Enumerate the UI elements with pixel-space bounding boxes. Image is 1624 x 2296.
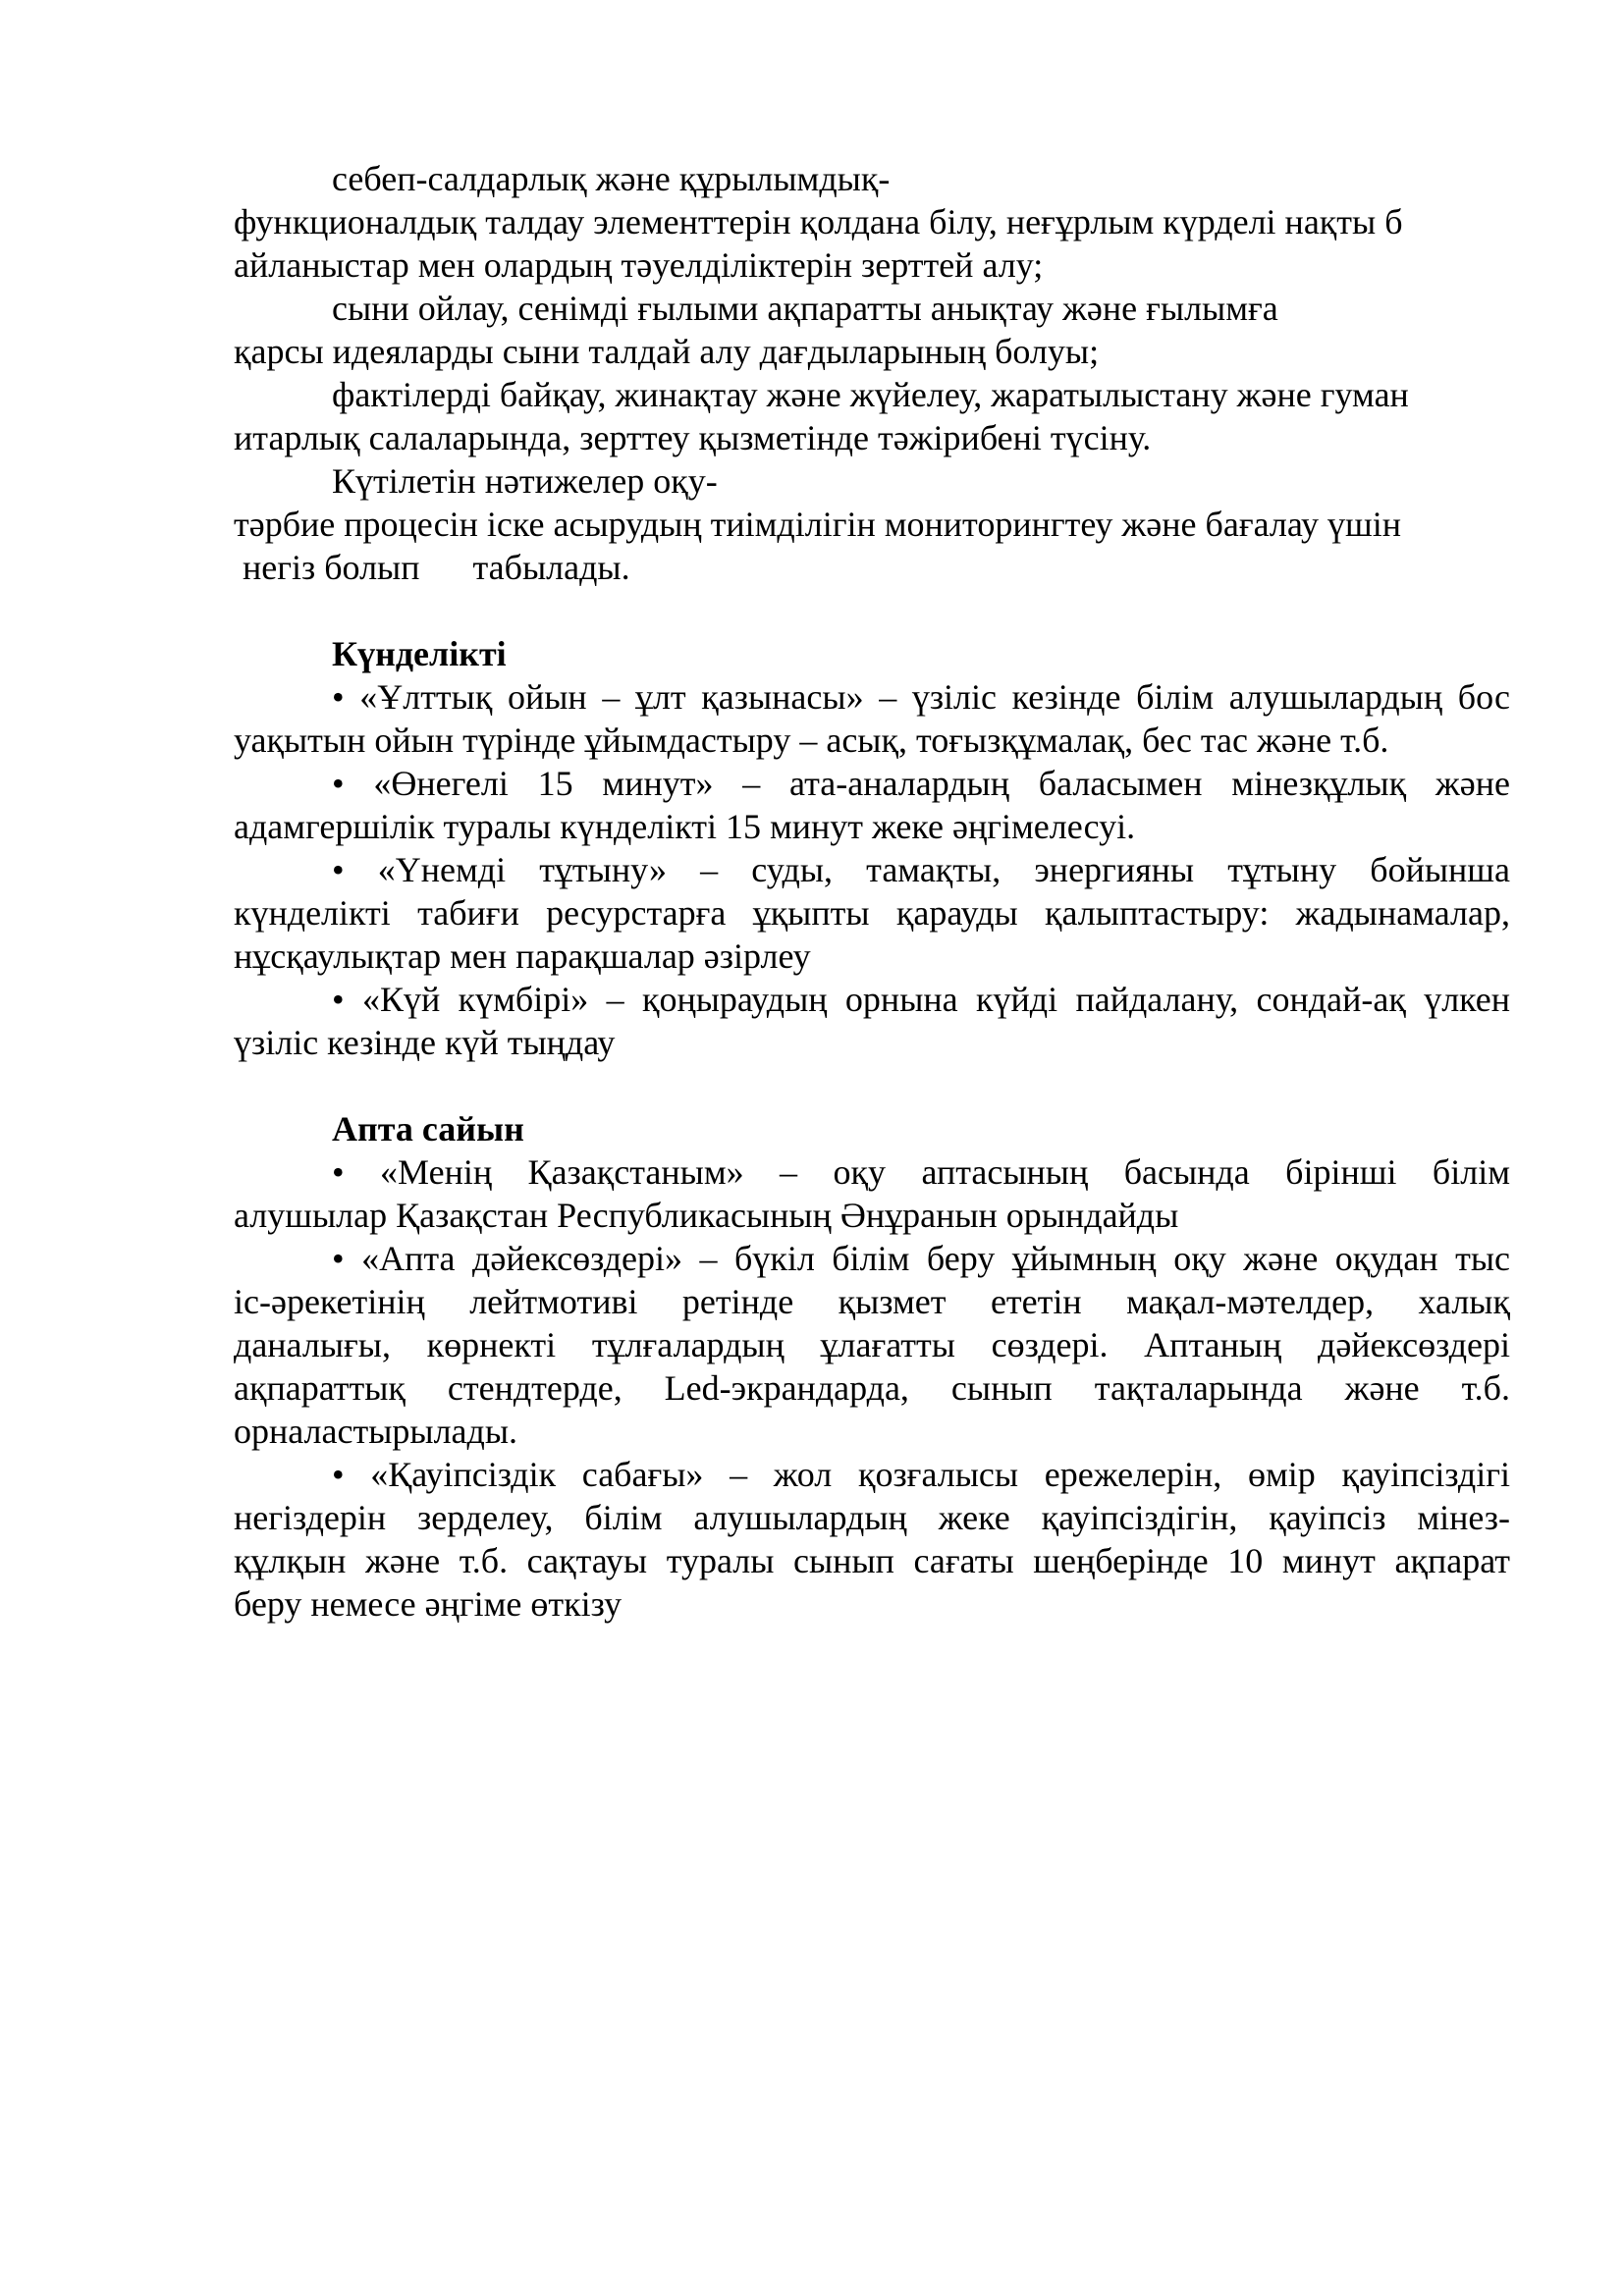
text-line: Күтілетін нәтижелер оқу- xyxy=(332,461,718,501)
list-item xyxy=(234,1150,1510,1237)
text-line: айланыстар мен олардың тәуелділіктерін зерттей алу; xyxy=(234,245,1044,285)
text-line: • «Күй күмбірі» – қоңыраудың орнына күйді пайдалану, сондай-ақ үлкен xyxy=(332,980,1510,1019)
text-line: күнделікті табиғи ресурстарға ұқыпты қарауды қалыптастыру: жадынамалар, xyxy=(234,893,1510,933)
text-line: • «Ұлттық ойын – ұлт қазынасы» – үзіліс кезінде білім алушылардың бос xyxy=(332,677,1510,717)
text-line: фактілерді байқау, жинақтау және жүйелеу, жаратылыстану және гуман xyxy=(332,375,1409,414)
text-line: үзіліс кезінде күй тыңдау xyxy=(234,1023,616,1062)
intro-paragraph-4 xyxy=(234,459,1510,589)
list-item xyxy=(234,978,1510,1064)
list-item xyxy=(234,1237,1510,1453)
text-line: адамгершілік туралы күнделікті 15 минут жеке әңгімелесуі. xyxy=(234,807,1136,846)
text-line: себеп-салдарлық және құрылымдық- xyxy=(332,159,891,198)
text-line: беру немесе әңгіме өткізу xyxy=(234,1584,623,1624)
text-line: құлқын және т.б. сақтауы туралы сынып сағаты шеңберінде 10 минут ақпарат xyxy=(234,1541,1510,1580)
intro-paragraph-3 xyxy=(234,373,1510,459)
text-line: • «Өнегелі 15 минут» – ата-аналардың баласымен мінезқұлық және xyxy=(332,764,1510,803)
text-line: іс-әрекетінің лейтмотиві ретінде қызмет ететін мақал-мәтелдер, халық xyxy=(234,1282,1510,1321)
spacer xyxy=(234,589,1510,632)
text-line: • «Менің Қазақстаным» – оқу аптасының басында бірінші білім xyxy=(332,1152,1510,1192)
list-item xyxy=(234,848,1510,978)
text-line: • «Үнемді тұтыну» – суды, тамақты, энергияны тұтыну бойынша xyxy=(332,850,1510,889)
text-line: даналығы, көрнекті тұлғалардың ұлағатты сөздері. Аптаның дәйексөздері xyxy=(234,1325,1510,1364)
text-line: сыни ойлау, сенімді ғылыми ақпаратты анықтау және ғылымға xyxy=(332,289,1278,328)
list-item xyxy=(234,675,1510,762)
section-heading-weekly: Апта сайын xyxy=(332,1109,524,1148)
section-heading-daily: Күнделікті xyxy=(332,634,507,673)
text-line: • «Апта дәйексөздері» – бүкіл білім беру ұйымның оқу және оқудан тыс xyxy=(332,1239,1510,1278)
text-column xyxy=(234,157,1510,1626)
text-line: алушылар Қазақстан Республикасының Әнұранын орындайды xyxy=(234,1196,1179,1235)
text-line: • «Қауіпсіздік сабағы» – жол қозғалысы ережелерін, өмір қауіпсіздігі xyxy=(332,1455,1510,1494)
list-item xyxy=(234,762,1510,848)
text-line: тәрбие процесін іске асырудың тиімділігін мониторингтеу және бағалау үшін xyxy=(234,505,1401,544)
text-line: негіз болып табылады. xyxy=(234,548,630,587)
text-line: нұсқаулықтар мен парақшалар әзірлеу xyxy=(234,936,811,976)
list-item xyxy=(234,1453,1510,1626)
text-line: ақпараттық стендтерде, Led-экрандарда, сынып тақталарында және т.б. xyxy=(234,1368,1510,1408)
text-line: қарсы идеяларды сыни талдай алу дағдыларының болуы; xyxy=(234,332,1100,371)
text-line: функционалдық талдау элементтерін қолдана білу, неғұрлым күрделі нақты б xyxy=(234,202,1403,241)
spacer xyxy=(234,1064,1510,1107)
text-line: орналастырылады. xyxy=(234,1412,518,1451)
text-line: негіздерін зерделеу, білім алушылардың жеке қауіпсіздігін, қауіпсіз мінез- xyxy=(234,1498,1510,1537)
intro-paragraph-2 xyxy=(234,287,1510,373)
intro-paragraph-1 xyxy=(234,157,1510,287)
text-line: итарлық салаларында, зерттеу қызметінде тәжірибені түсіну. xyxy=(234,418,1152,457)
text-line: уақытын ойын түрінде ұйымдастыру – асық, тоғызқұмалақ, бес тас және т.б. xyxy=(234,721,1389,760)
